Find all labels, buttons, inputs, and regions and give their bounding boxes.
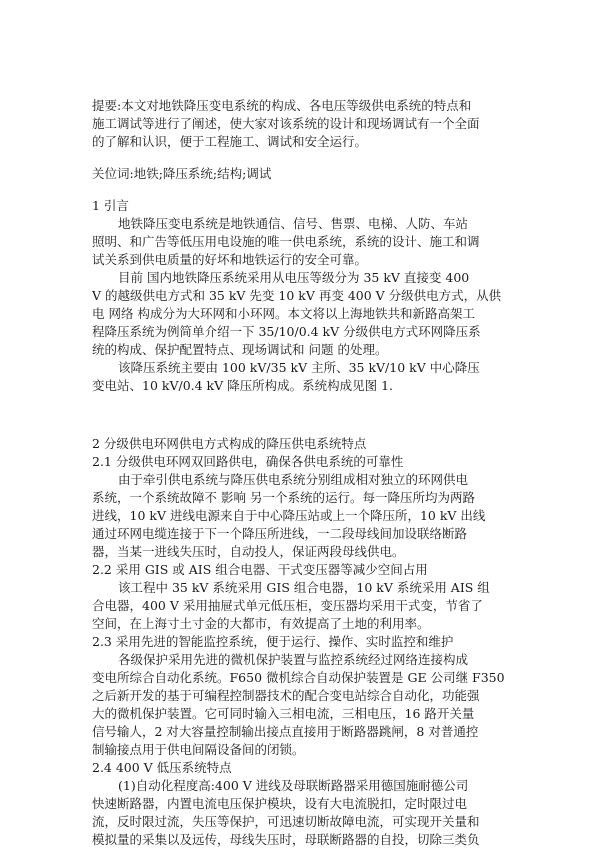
subsection-2-4-title: 2.4 400 V 低压系统特点 — [92, 760, 232, 775]
paragraph-line: (1)自动化程度高:400 V 进线及母联断路器采用德国施耐德公司 — [118, 778, 469, 793]
paragraph-line: 变电所综合自动化系统。F650 微机综合自动保护装置是 GE 公司继 F350 — [92, 670, 505, 685]
paragraph-line: 之后新开发的基于可编程控制器技术的配合变电站综合自动化，功能强 — [92, 688, 480, 703]
subsection-2-1-title: 2.1 分级供电环网双回路供电，确保各供电系统的可靠性 — [92, 454, 404, 469]
paragraph-line: 由于牵引供电系统与降压供电系统分别组成相对独立的环网供电 — [118, 472, 469, 487]
paragraph-line: 该工程中 35 kV 系统采用 GIS 组合电器，10 kV 系统采用 AIS 组 — [118, 580, 490, 595]
paragraph-line: 电 网络 构成分为大环网和小环网。本文将以上海地铁共和新路高架工 — [92, 306, 475, 321]
paragraph-line: 系统，一个系统故障不 影响 另一个系统的运行。每一降压所均为两路 — [92, 490, 475, 505]
paragraph-line: 信号输人，2 对大容量控制输出接点直接用于断路器跳闸，8 对普通控 — [92, 724, 479, 739]
paragraph-line: 制输接点用于供电间隔设备间的闭锁。 — [92, 742, 305, 757]
paragraph-line: 器，当某一进线失压时，自动投人，保证两段母线供电。 — [92, 544, 405, 559]
subsection-2-2-title: 2.2 采用 GIS 或 AIS 组合电器、干式变压器等减少空间占用 — [92, 562, 428, 577]
paragraph-line: 模拟量的采集以及远传，母线失压时，母联断路器的自投，切除三类负 — [92, 832, 480, 847]
paragraph-line: 各级保护采用先进的微机保护装置与监控系统经过网络连接构成 — [118, 652, 469, 667]
abstract-line: 提要:本文对地铁降压变电系统的构成、各电压等级供电系统的特点和 — [92, 98, 472, 113]
section-2-title: 2 分级供电环网供电方式构成的降压供电系统特点 — [92, 436, 367, 451]
paragraph-line: 目前 国内地铁降压系统采用从电压等级分为 35 kV 直接变 400 — [118, 270, 470, 285]
paragraph-line: 变电站、10 kV/0.4 kV 降压所构成。系统构成见图 1. — [92, 378, 394, 393]
paragraph-line: 快速断路器，内置电流电压保护模块，设有大电流脱扣，定时限过电 — [92, 796, 468, 811]
paragraph-line: 流，反时限过流，失压等保护，可迅速切断故障电流，可实现开关量和 — [92, 814, 480, 829]
paragraph-line: 大的微机保护装置。它可同时输入三相电流，三相电压，16 路开关量 — [92, 706, 475, 721]
paragraph-line: 合电器，400 V 采用抽屉式单元低压柜，变压器均采用干式变，节省了 — [92, 598, 483, 613]
subsection-2-3-title: 2.3 采用先进的智能监控系统，便于运行、操作、实时监控和维护 — [92, 634, 454, 649]
paragraph-line: 该降压系统主要由 100 kV/35 kV 主所、35 kV/10 kV 中心降压 — [118, 360, 480, 375]
paragraph-line: 照明、和广告等低压用电设施的唯一供电系统，系统的设计、施工和调 — [92, 234, 480, 249]
paragraph-line: 统的构成、保护配置特点、现场调试和 问题 的处理。 — [92, 342, 388, 357]
paragraph-line: 空间，在上海寸土寸金的大都市，有效提高了土地的利用率。 — [92, 616, 430, 631]
abstract-line: 的了解和认识，便于工程施工、调试和安全运行。 — [92, 134, 368, 149]
paragraph-line: 通过环网电缆连接于下一个降压所进线，一二段母线间加设联络断路 — [92, 526, 468, 541]
paragraph-line: 地铁降压变电系统是地铁通信、信号、售票、电梯、人防、车站 — [118, 216, 469, 231]
paragraph-line: 试关系到供电质量的好坏和地铁运行的安全可靠。 — [92, 252, 368, 267]
keywords: 关位词:地铁;降压系统;结构;调试 — [92, 166, 272, 181]
paragraph-line: V 的越级供电方式和 35 kV 先变 10 kV 再变 400 V 分级供电方式，从供 — [92, 288, 502, 303]
section-1-title: 1 引言 — [92, 198, 129, 213]
paragraph-line: 程降压系统为例简单介绍一下 35/10/0.4 kV 分级供电方式环网降压系 — [92, 324, 481, 339]
paragraph-line: 进线，10 kV 进线电源来自于中心降压站或上一个降压所，10 kV 出线 — [92, 508, 486, 523]
abstract-line: 施工调试等进行了阐述，使大家对该系统的设计和现场调试有一个全面 — [92, 116, 480, 131]
